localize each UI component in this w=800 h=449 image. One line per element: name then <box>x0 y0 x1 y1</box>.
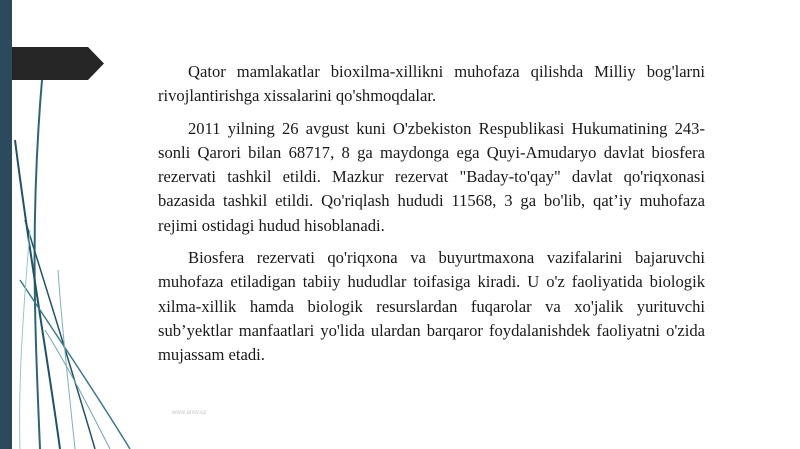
paragraph-2: 2011 yilning 26 avgust kuni O'zbekiston Respublikasi Hukumatining 243-sonli Qarori bilan 68717, 8 ga maydonga ega Quyi-Amudaryo davlat biosfera rezervati tashkil etildi. Mazkur rezervat "Baday-to'qay" davlat qo'riqxonasi bazasida tashkil etildi. Qo'riqlash hududi 11568, 3 ga bo'lib, qat’iy muhofaza rejimi ostidagi hudud hisoblanadi. <box>158 118 705 235</box>
slide-footer: www.arxiv.uz <box>172 410 207 416</box>
slide-body <box>158 60 705 376</box>
title-arrow-shape <box>12 47 104 80</box>
paragraph-3: Biosfera rezervati qo'riqxona va buyurtmaxona vazifalarini bajaruvchi muhofaza etiladigan tabiiy hududlar toifasiga kiradi. U o'z faoliyatida biologik xilma-xillik hamda biologik resurslardan fuqarolar va xo'jalik yurituvchi sub’yektlar manfaatlari yo'lida ulardan barqaror foydalanishdek faoliyatni o'zida mujassam etadi. <box>158 248 705 365</box>
paragraph-1: Qator mamlakatlar bioxilma-xillikni muhofaza qilishda Milliy bog'larni rivojlantirishga xissalarini qo'shmoqdalar. <box>158 62 705 106</box>
